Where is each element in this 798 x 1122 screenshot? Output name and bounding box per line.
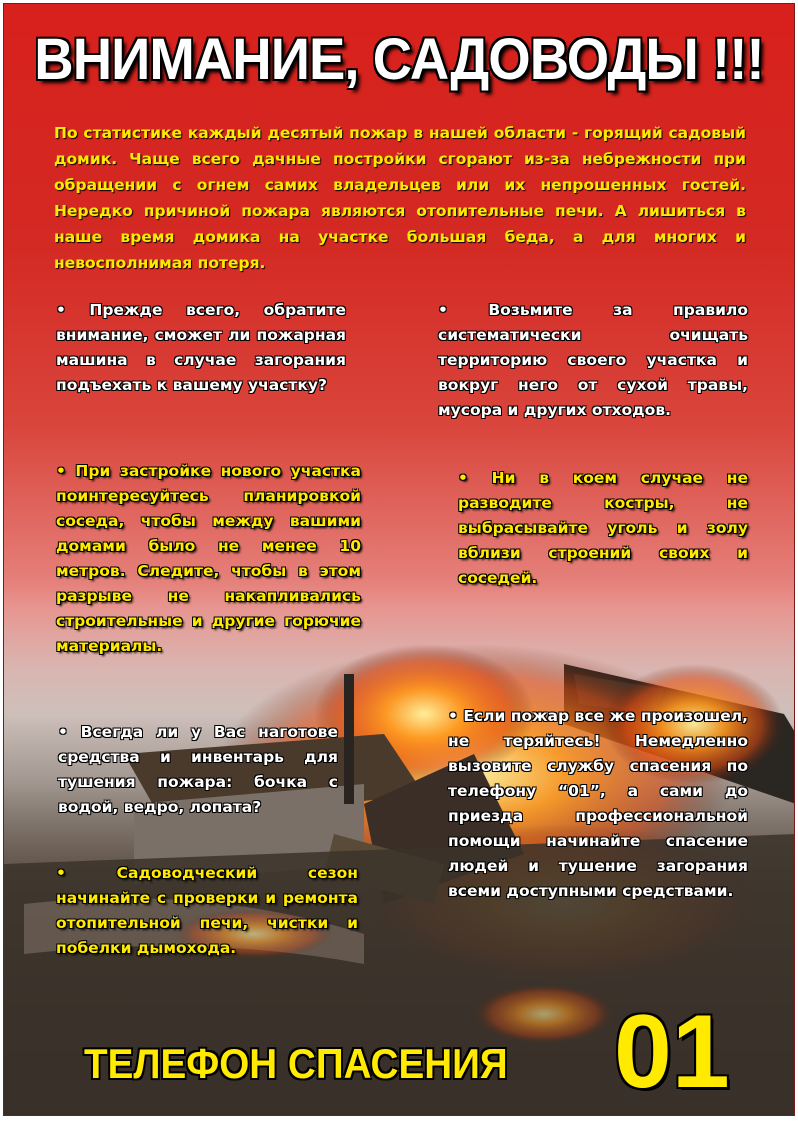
tip-check-stove: • Садоводческий сезон начинайте с проверки и ремонта отопительной печи, чистки и побелки дымохода.: [56, 864, 358, 957]
intro-paragraph: По статистике каждый десятый пожар в нашей области - горящий садовый домик. Чаще всего дачные постройки сгорают из-за небрежности при обращении с огнем самих владельцев или их непрошенных гостей. Нередко причиной пожара являются отопительные печи. А лишиться в наше время домика на участке большая беда, а для многих и невосполнимая потеря.: [54, 124, 746, 272]
rescue-phone-label: ТЕЛЕФОН СПАСЕНИЯ: [84, 1040, 508, 1087]
poster-title: ВНИМАНИЕ, САДОВОДЫ !!!: [34, 27, 764, 92]
tip-no-bonfires: • Ни в коем случае не разводите костры, не выбрасывайте уголь и золу вблизи строений своих и соседей.: [458, 469, 748, 587]
tip-fire-truck-access: • Прежде всего, обратите внимание, сможет ли пожарная машина в случае загорания подъехать к вашему участку?: [56, 301, 346, 394]
tip-if-fire-happens: • Если пожар все же произошел, не теряйтесь! Немедленно вызовите службу спасения по телефону “01”, а сами до приезда профессиональной помощи начинайте спасение людей и тушение загорания всеми доступными средствами.: [448, 707, 748, 900]
tip-extinguishing-tools: • Всегда ли у Вас наготове средства и инвентарь для тушения пожара: бочка с водой, ведро, лопата?: [58, 723, 338, 816]
tip-clean-territory: • Возьмите за правило систематически очищать территорию своего участка и вокруг него от сухой травы, мусора и других отходов.: [438, 301, 748, 419]
rescue-phone-number: 01: [614, 994, 730, 1110]
tip-distance-neighbors: • При застройке нового участка поинтересуйтесь планировкой соседа, чтобы между вашими домами было не менее 10 метров. Следите, чтобы в этом разрыве не накапливались строительные и другие горючие материалы.: [56, 462, 361, 655]
fire-safety-poster: [3, 3, 795, 1116]
